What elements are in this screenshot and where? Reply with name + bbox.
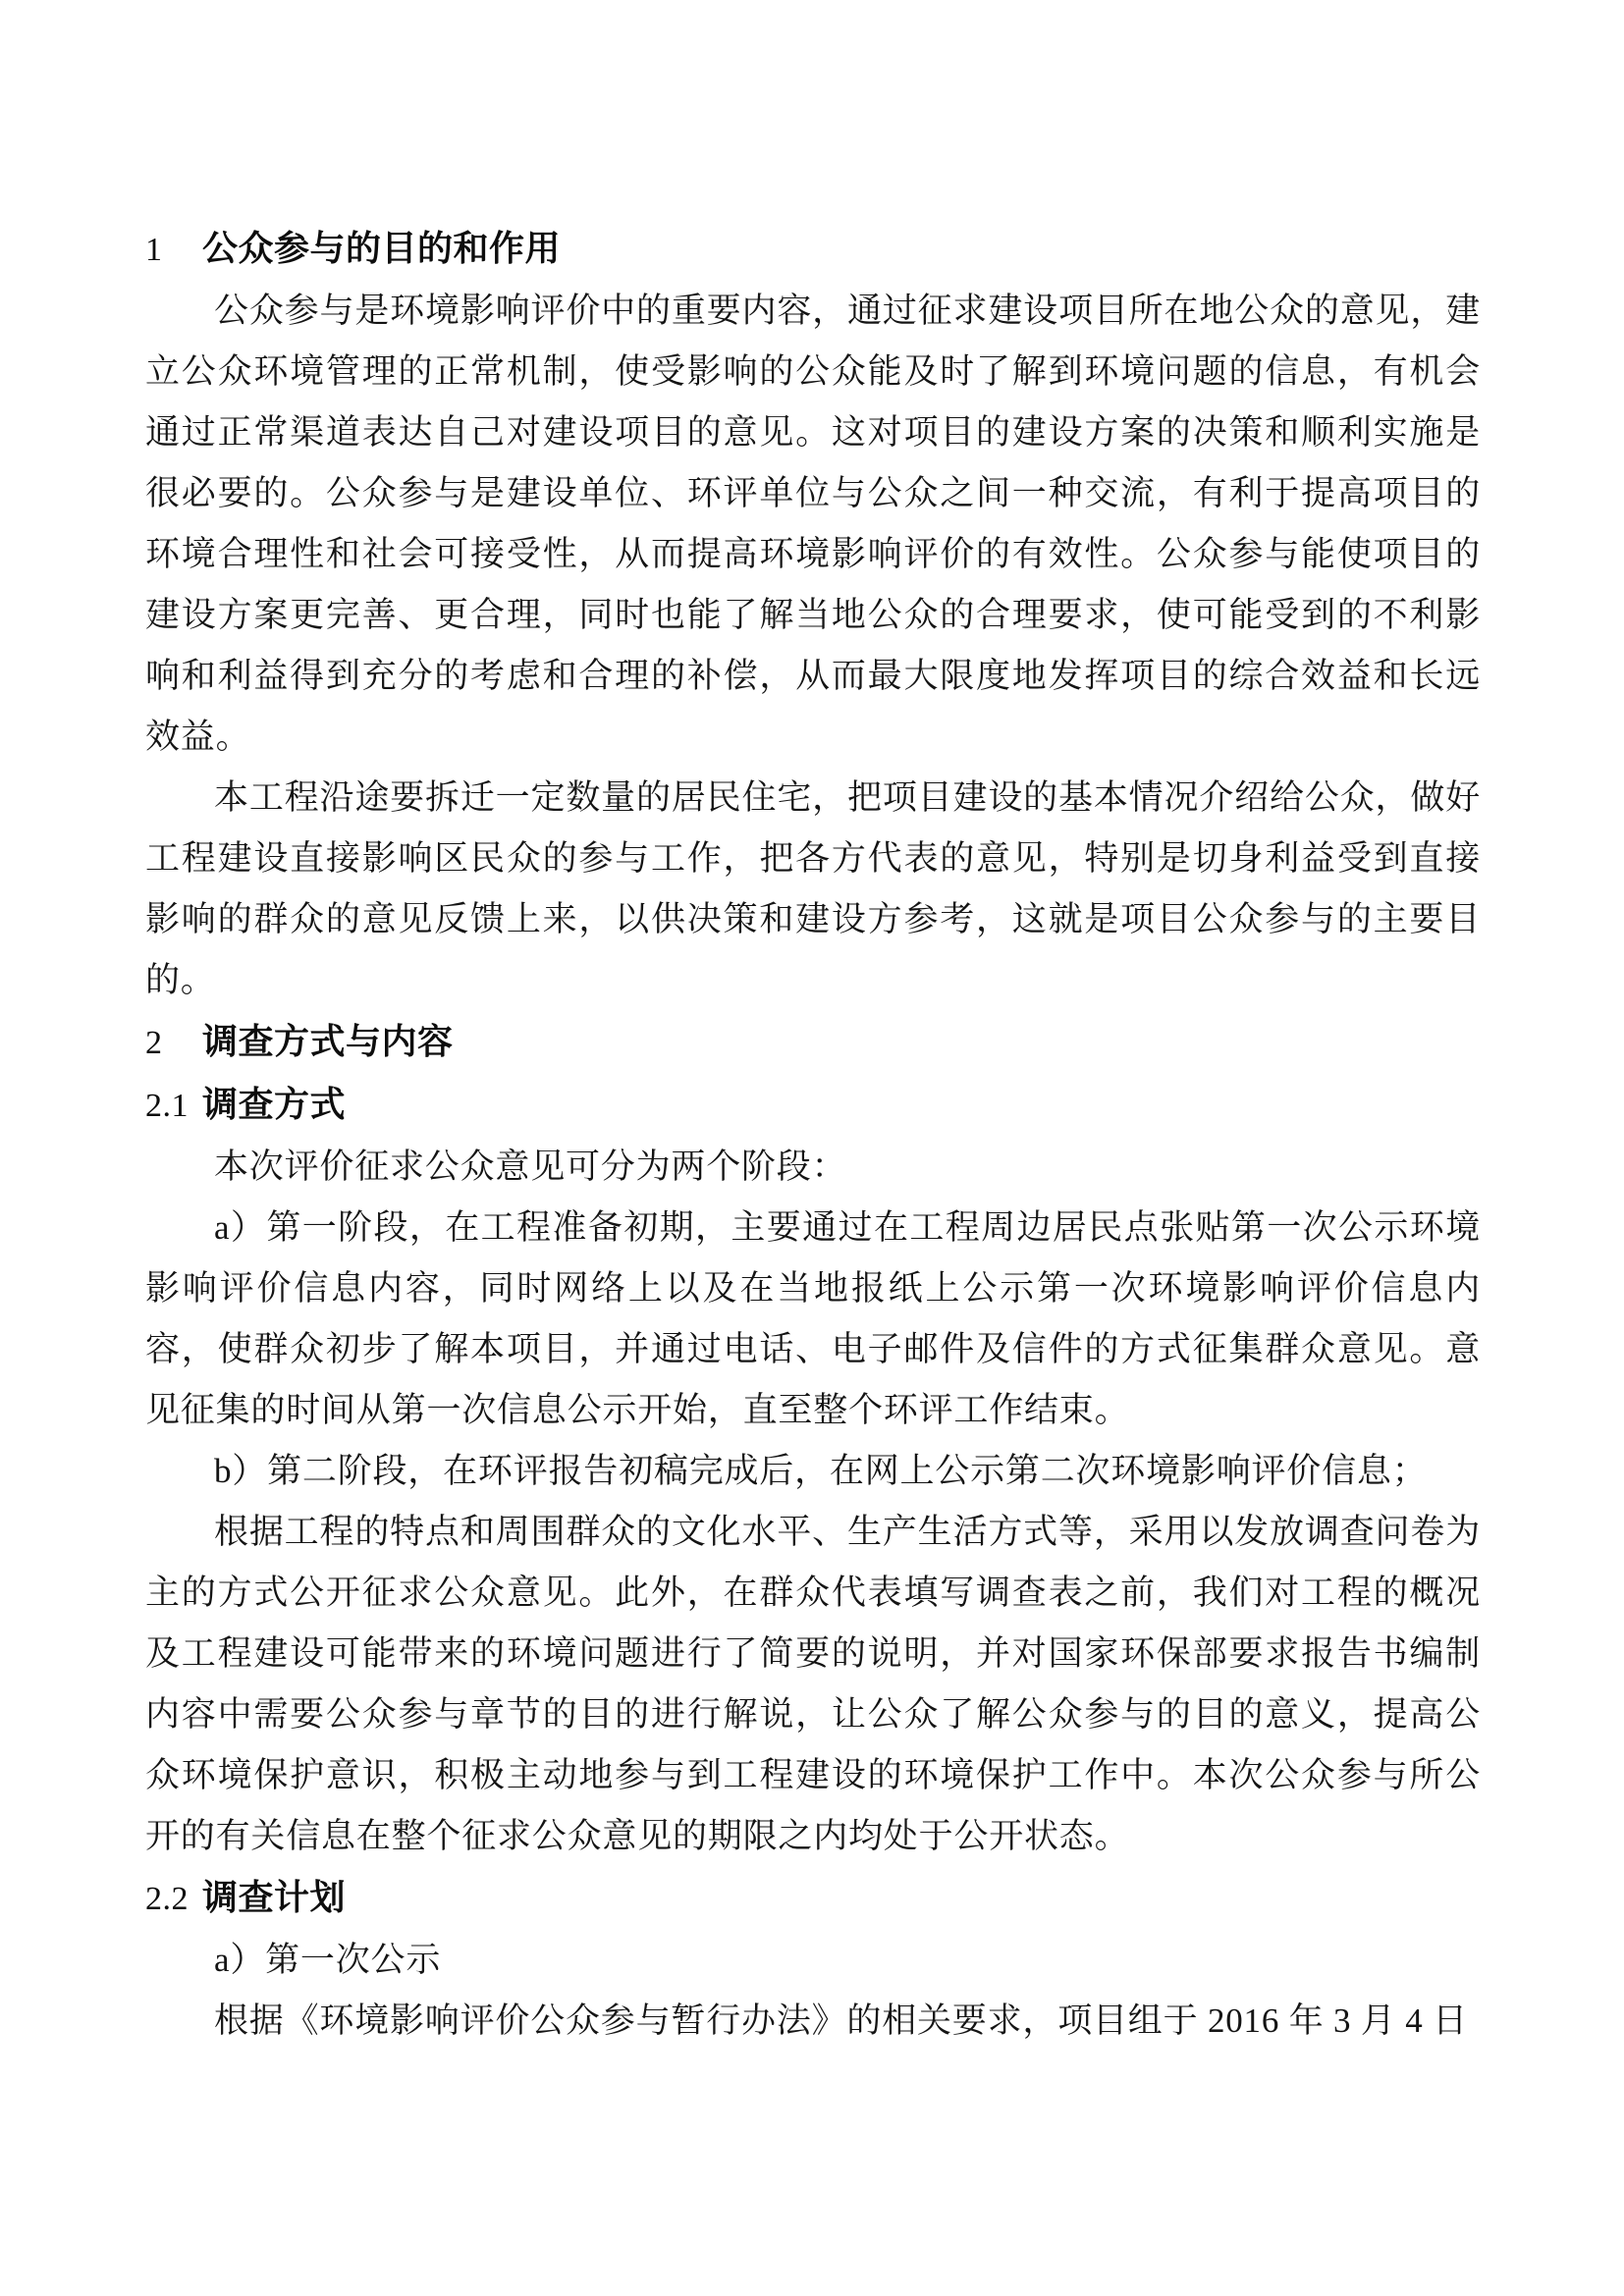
heading-title: 公众参与的目的和作用 bbox=[202, 228, 562, 268]
paragraph-first-publicity-body: 根据《环境影响评价公众参与暂行办法》的相关要求，项目组于 2016 年 3 月 4 日 bbox=[214, 2002, 1468, 2040]
paragraph-first-publicity-label: a）第一次公示 bbox=[214, 1941, 442, 1979]
heading-title: 调查计划 bbox=[202, 1877, 347, 1917]
heading-title: 调查方式与内容 bbox=[202, 1021, 454, 1061]
paragraph-survey-intro: 本次评价征求公众意见可分为两个阶段： bbox=[214, 1148, 847, 1186]
heading-title: 调查方式 bbox=[202, 1084, 347, 1124]
paragraph-purpose-1: 公众参与是环境影响评价中的重要内容，通过征求建设项目所在地公众的意见，建立公众环境管理的正常机制，使受影响的公众能及时了解到环境问题的信息，有机会通过正常渠道表达自己对建设项目的意见。这对项目的建设方案的决策和顺利实施是很必要的。公众参与是建设单位、环评单位与公众之间一种交流，有利于提高项目的环境合理性和社会可接受性，从而提高环境影响评价的有效性。公众参与能使项目的建设方案更完善、更合理，同时也能了解当地公众的合理要求，使可能受到的不利影响和利益得到充分的考虑和合理的补偿，从而最大限度地发挥项目的综合效益和长远效益。 bbox=[145, 292, 1481, 756]
section-heading-1 bbox=[145, 218, 1481, 281]
paragraph-purpose-2: 本工程沿途要拆迁一定数量的居民住宅，把项目建设的基本情况介绍给公众，做好工程建设直接影响区民众的参与工作，把各方代表的意见，特别是切身利益受到直接影响的群众的意见反馈上来，以供决策和建设方参考，这就是项目公众参与的主要目的。 bbox=[145, 778, 1481, 999]
section-heading-2 bbox=[145, 1011, 1481, 1074]
heading-number: 2 bbox=[145, 1025, 163, 1061]
paragraph-stage-b: b）第二阶段，在环评报告初稿完成后，在网上公示第二次环境影响评价信息； bbox=[214, 1452, 1428, 1490]
heading-number: 2.2 bbox=[145, 1881, 189, 1917]
paragraph-stage-a: a）第一阶段，在工程准备初期，主要通过在工程周边居民点张贴第一次公示环境影响评价信息内容，同时网络上以及在当地报纸上公示第一次环境影响评价信息内容，使群众初步了解本项目，并通过电话、电子邮件及信件的方式征集群众意见。意见征集的时间从第一次信息公示开始，直至整个环评工作结束。 bbox=[145, 1208, 1481, 1429]
heading-number: 2.1 bbox=[145, 1088, 189, 1124]
paragraph-questionnaire: 根据工程的特点和周围群众的文化水平、生产生活方式等，采用以发放调查问卷为主的方式公开征求公众意见。此外，在群众代表填写调查表之前，我们对工程的概况及工程建设可能带来的环境问题进行了简要的说明，并对国家环保部要求报告书编制内容中需要公众参与章节的目的进行解说，让公众了解公众参与的目的意义，提高公众环境保护意识，积极主动地参与到工程建设的环境保护工作中。本次公众参与所公开的有关信息在整个征求公众意见的期限之内均处于公开状态。 bbox=[145, 1513, 1481, 1855]
section-heading-2-2 bbox=[145, 1867, 1481, 1930]
heading-number: 1 bbox=[145, 232, 163, 268]
section-heading-2-1 bbox=[145, 1074, 1481, 1137]
